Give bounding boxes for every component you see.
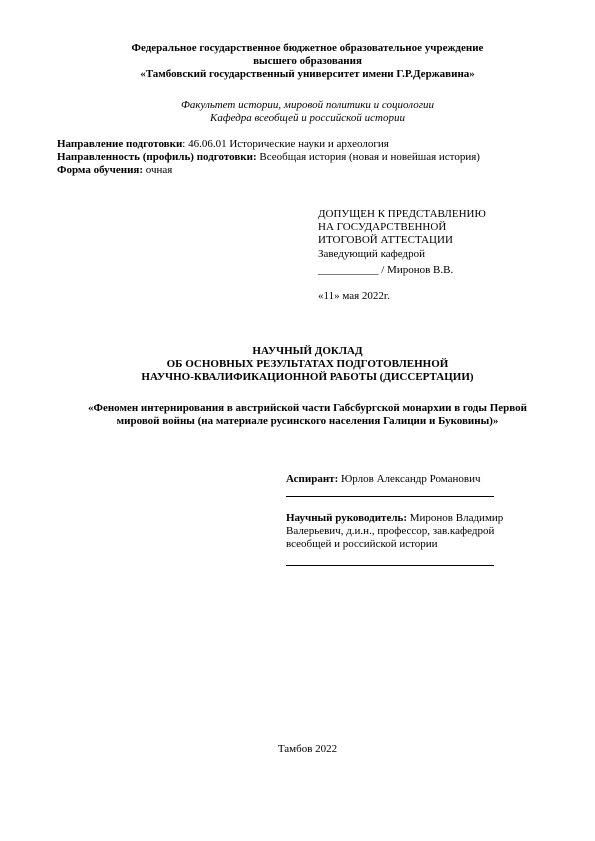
topic-line-2: мировой войны (на материале русинского населения Галиции и Буковины)» xyxy=(116,415,499,428)
institution-line-1: Федеральное государственное бюджетное образовательное учреждение xyxy=(131,42,484,54)
supervisor-line-2: Валерьевич, д.и.н., профессор, зав.кафедрой xyxy=(286,525,495,538)
aspirant-block xyxy=(286,473,556,486)
supervisor-signature-line xyxy=(286,565,494,566)
direction-label: Направление подготовки xyxy=(57,138,183,150)
supervisor-block xyxy=(286,512,556,552)
aspirant-label: Аспирант: xyxy=(286,473,339,485)
institution-line-3: «Тамбовский государственный университет имени Г.Р.Державина» xyxy=(140,68,475,81)
aspirant-line xyxy=(286,473,556,486)
approval-block xyxy=(318,208,568,303)
approval-date: «11» мая 2022г. xyxy=(318,290,390,303)
institution-header xyxy=(40,42,575,82)
supervisor-name: Миронов Владимир xyxy=(407,512,504,524)
title-line-2: ОБ ОСНОВНЫХ РЕЗУЛЬТАТАХ ПОДГОТОВЛЕННОЙ xyxy=(166,358,449,371)
approval-line-2: НА ГОСУДАРСТВЕННОЙ xyxy=(318,221,447,234)
supervisor-line-1 xyxy=(286,512,556,525)
supervisor-label: Научный руководитель: xyxy=(286,512,407,524)
program-form xyxy=(57,164,577,177)
aspirant-name: Юрлов Александр Романович xyxy=(338,473,481,485)
program-direction xyxy=(57,138,577,151)
form-label: Форма обучения: xyxy=(57,164,144,177)
title-line-3: НАУЧНО-КВАЛИФИКАЦИОННОЙ РАБОТЫ (ДИССЕРТАЦИИ) xyxy=(141,371,474,384)
faculty-block xyxy=(40,99,575,125)
profile-value: Всеобщая история (новая и новейшая история) xyxy=(256,151,480,164)
report-title xyxy=(40,345,575,385)
aspirant-signature-line xyxy=(286,496,494,497)
topic-line-1: «Феномен интернирования в австрийской части Габсбургской монархии в годы Первой xyxy=(88,402,527,414)
approval-line-3: ИТОГОВОЙ АТТЕСТАЦИИ xyxy=(318,234,453,247)
department-name: Кафедра всеобщей и российской истории xyxy=(210,112,405,125)
footer-city-year xyxy=(40,743,575,756)
approval-head-of-department: Заведующий кафедрой xyxy=(318,247,425,260)
program-profile xyxy=(57,151,577,164)
direction-value: : 46.06.01 Исторические науки и археология xyxy=(182,138,389,150)
supervisor-line-3: всеобщей и российской истории xyxy=(286,538,438,551)
city-year: Тамбов 2022 xyxy=(277,743,338,755)
profile-label: Направленность (профиль) подготовки: xyxy=(57,151,257,164)
approval-signature-line: ___________ / Миронов В.В. xyxy=(318,263,454,276)
form-value: очная xyxy=(143,164,173,177)
dissertation-topic xyxy=(40,402,575,428)
program-info xyxy=(57,138,577,178)
faculty-name: Факультет истории, мировой политики и социологии xyxy=(180,99,434,111)
title-line-1: НАУЧНЫЙ ДОКЛАД xyxy=(252,345,363,357)
approval-line-1: ДОПУЩЕН К ПРЕДСТАВЛЕНИЮ xyxy=(318,208,486,220)
institution-line-2: высшего образования xyxy=(253,55,362,68)
